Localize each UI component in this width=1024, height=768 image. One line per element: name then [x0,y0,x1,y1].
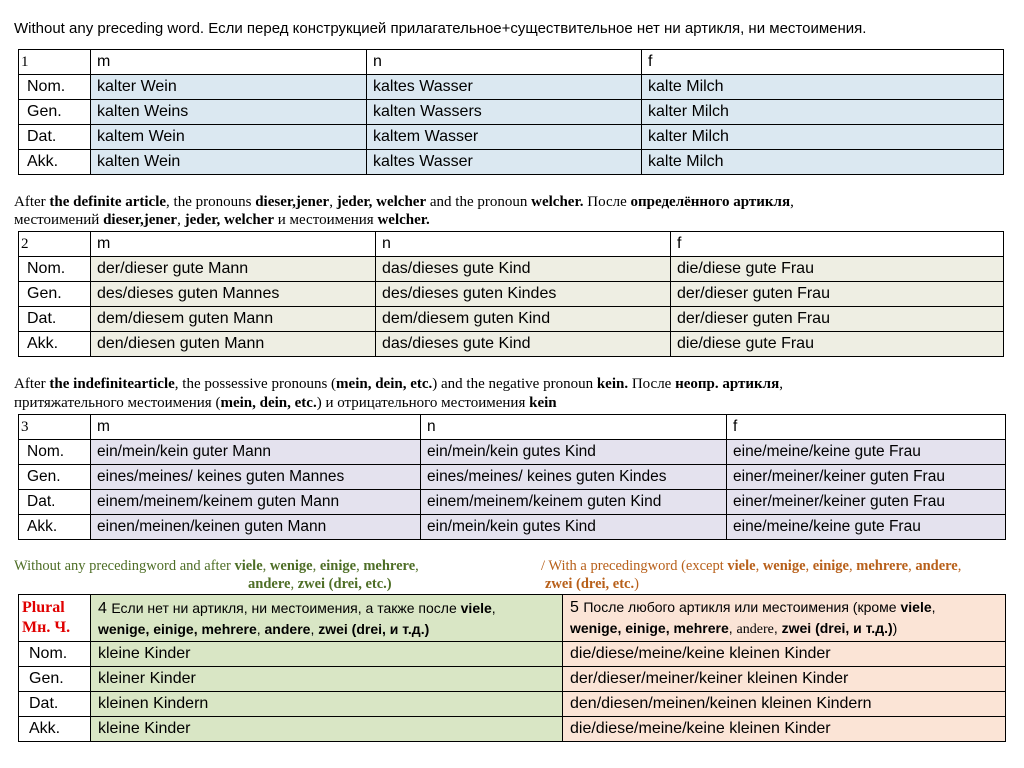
header-feminine: f [642,50,1004,75]
table-row: Akk. einen/meinen/keinen guten Mann ein/mein/kein gutes Kind eine/meine/keine gute Frau [19,515,1006,540]
section4-right-intro-line1: / With a precedingword (except viele, wenige, einige, mehrere, andere, [541,558,962,574]
header-neuter: n [367,50,642,75]
plural-label: Plural Мн. Ч. [19,595,91,642]
table-row: Gen. kleiner Kinder der/dieser/meiner/keiner kleinen Kinder [19,667,1006,692]
table-row: Gen. des/dieses guten Mannes des/dieses guten Kindes der/dieser guten Frau [19,282,1004,307]
table-row: Gen. eines/meines/ keines guten Mannes eines/meines/ keines guten Kindes einer/meiner/keiner guten Frau [19,465,1006,490]
table-number: 2 [19,232,91,257]
header-feminine: f [671,232,1004,257]
section4-right-intro-line2: zwei (drei, etc.) [545,576,639,592]
table-row: Akk. kleine Kinder die/diese/meine/keine kleinen Kinder [19,717,1006,742]
section4-left-intro-line2: andere, zwei (drei, etc.) [248,576,392,592]
table-row: Nom. der/dieser gute Mann das/dieses gute Kind die/diese gute Frau [19,257,1004,282]
table-row: Nom. kleine Kinder die/diese/meine/keine kleinen Kinder [19,642,1006,667]
table-row: Akk. kalten Wein kaltes Wasser kalte Milch [19,150,1004,175]
header-masculine: m [91,50,367,75]
header-col5: 5 После любого артикля или местоимения (кроме viele, wenige, einige, mehrere, andere, zwei (drei, и т.д.)) [563,595,1006,642]
table-number: 3 [19,415,91,440]
table-1 [18,49,1004,175]
table-3 [18,414,1006,540]
header-neuter: n [376,232,671,257]
table-row: Dat. kaltem Wein kaltem Wasser kalter Milch [19,125,1004,150]
table-row: Gen. kalten Weins kalten Wassers kalter Milch [19,100,1004,125]
section3-intro-line2: притяжательного местоимения (mein, dein, etc.) и отрицательного местоимения kein [14,395,557,411]
header-masculine: m [91,415,421,440]
header-feminine: f [727,415,1006,440]
table-number: 1 [19,50,91,75]
table-row: Nom. ein/mein/kein guter Mann ein/mein/kein gutes Kind eine/meine/keine gute Frau [19,440,1006,465]
section1-intro: Without any preceding word. Если перед конструкцией прилагательное+существительное нет ни артикля, ни местоимения. [14,20,867,37]
table-row: Nom. kalter Wein kaltes Wasser kalte Milch [19,75,1004,100]
header-masculine: m [91,232,376,257]
header-col4: 4 Если нет ни артикля, ни местоимения, а также после viele, wenige, einige, mehrere, andere, zwei (drei, и т.д.) [91,595,563,642]
header-neuter: n [421,415,727,440]
section3-intro-line1: After the indefinitearticle, the possessive pronouns (mein, dein, etc.) and the negative pronoun kein. После неопр. артикля, [14,376,783,392]
section2-intro-line2: местоимений dieser,jener, jeder, welcher и местоимения welcher. [14,212,430,228]
section4-left-intro-line1: Without any precedingword and after viele, wenige, einige, mehrere, [14,558,419,574]
table-row: Dat. einem/meinem/keinem guten Mann einem/meinem/keinem guten Kind einer/meiner/keiner guten Frau [19,490,1006,515]
table-row: Akk. den/diesen guten Mann das/dieses gute Kind die/diese gute Frau [19,332,1004,357]
table-row: Dat. kleinen Kindern den/diesen/meinen/keinen kleinen Kindern [19,692,1006,717]
table-row: Dat. dem/diesem guten Mann dem/diesem guten Kind der/dieser guten Frau [19,307,1004,332]
table-plural [18,594,1006,742]
section2-intro-line1: After the definite article, the pronouns dieser,jener, jeder, welcher and the pronoun welcher. После определённого артикля, [14,194,794,210]
table-2 [18,231,1004,357]
